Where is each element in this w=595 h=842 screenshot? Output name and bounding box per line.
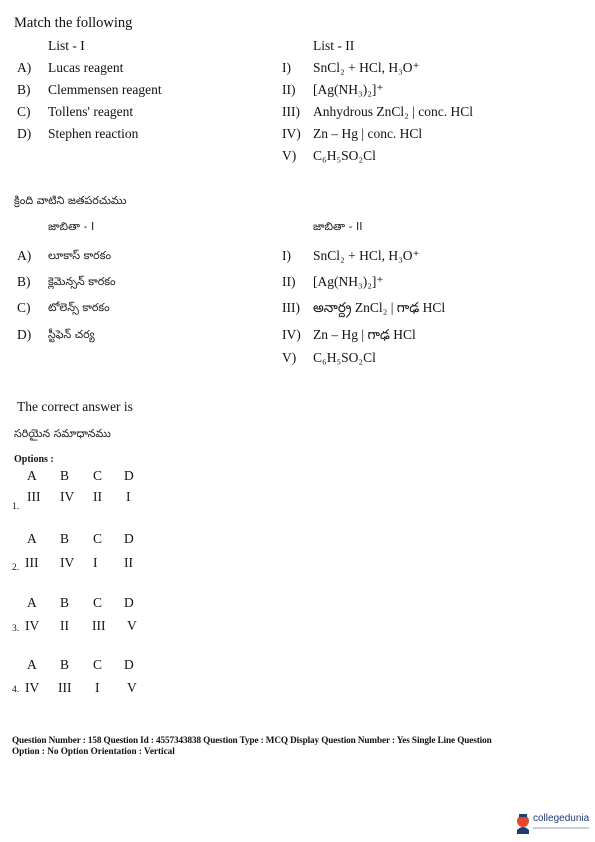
list1-key: D) (17, 126, 32, 141)
list1-key: C) (17, 104, 31, 119)
list1-item: Tollens' reagent (48, 104, 134, 119)
telugu-heading: క్రింది వాటిని జతపరచుము (14, 194, 127, 207)
answer-prompt: The correct answer is (17, 399, 133, 414)
list2-key: V) (282, 148, 297, 163)
option-value: V (127, 680, 137, 695)
option-header: C (93, 595, 103, 610)
option-header: D (124, 657, 134, 672)
telugu-list2-item: C₆H₅SO₂Cl (313, 350, 376, 365)
list2-key: II) (282, 82, 296, 97)
option-header: A (27, 531, 37, 546)
list2-item: Anhydrous ZnCl₂ | conc. HCl (313, 104, 474, 119)
option-value: III (92, 618, 106, 633)
list1-item: Lucas reagent (48, 60, 124, 75)
option-value: I (95, 680, 100, 695)
option-header: C (93, 468, 103, 483)
option-value: IV (60, 489, 75, 504)
option-value: II (93, 489, 102, 504)
telugu-list2-key: V) (282, 350, 297, 365)
telugu-list2-key: I) (282, 248, 291, 263)
option-number: 3. (12, 624, 20, 634)
telugu-list2-key: III) (282, 300, 300, 315)
option-header: B (60, 595, 70, 610)
option-value: I (93, 555, 98, 570)
option-header: A (27, 595, 37, 610)
option-header: D (124, 468, 134, 483)
list1-key: A) (17, 60, 32, 75)
list2-item: Zn – Hg | conc. HCl (313, 126, 423, 141)
telugu-list1-item: టోలెన్స్ కారకం (48, 301, 110, 314)
logo-text: collegedunia (533, 813, 590, 824)
question-heading: Match the following (14, 15, 133, 31)
option-value: V (127, 618, 137, 633)
option-header: D (124, 595, 134, 610)
option-value: IV (25, 618, 40, 633)
logo-tagline-bar (533, 827, 589, 829)
option-value: III (58, 680, 72, 695)
option-header: C (93, 531, 103, 546)
telugu-list2-key: IV) (282, 327, 301, 342)
telugu-list2-key: II) (282, 274, 296, 289)
options-label: Options : (14, 454, 54, 465)
option-header: A (27, 657, 37, 672)
list2-item: [Ag(NH₃)₂]⁺ (313, 82, 384, 97)
telugu-list1-key: D) (17, 327, 32, 342)
telugu-answer-prompt: సరియైన సమాధానము (14, 427, 111, 440)
telugu-list2-item: SnCl₂ + HCl, H₃O⁺ (313, 248, 420, 263)
option-header: C (93, 657, 103, 672)
telugu-list2-item: Zn – Hg | గాఢ HCl (313, 327, 416, 342)
list1-item: Stephen reaction (48, 126, 139, 141)
telugu-list1-key: A) (17, 248, 32, 263)
list1-item: Clemmensen reagent (48, 82, 162, 97)
collegedunia-logo (514, 810, 594, 836)
option-value: IV (60, 555, 75, 570)
option-header: B (60, 531, 70, 546)
list1-title: List - I (48, 38, 85, 53)
option-value: III (25, 555, 39, 570)
option-number: 2. (12, 563, 20, 573)
option-number: 1. (12, 502, 20, 512)
option-header: B (60, 468, 70, 483)
option-header: B (60, 657, 70, 672)
telugu-list2-title: జాబితా - II (313, 220, 363, 233)
option-value: I (126, 489, 131, 504)
list2-key: III) (282, 104, 300, 119)
option-header: A (27, 468, 37, 483)
telugu-list1-item: క్లెమెన్సన్ కారకం (48, 275, 116, 288)
telugu-list1-key: B) (17, 274, 31, 289)
option-value: II (124, 555, 133, 570)
list2-title: List - II (313, 38, 355, 53)
question-meta-line-1: Question Number : 158 Question Id : 4557343838 Question Type : MCQ Display Question Number : Yes Single Line Question (12, 735, 492, 745)
option-number: 4. (12, 685, 20, 695)
option-value: IV (25, 680, 40, 695)
telugu-list1-item: లూకాస్ కారకం (48, 249, 112, 262)
option-header: D (124, 531, 134, 546)
option-value: II (60, 618, 69, 633)
list2-key: IV) (282, 126, 301, 141)
list2-key: I) (282, 60, 291, 75)
telugu-list1-title: జాబితా - I (48, 220, 95, 233)
list1-key: B) (17, 82, 31, 97)
telugu-list2-item: అనార్ద్ర ZnCl₂ | గాఢ HCl (313, 300, 446, 315)
question-meta-line-2: Option : No Option Orientation : Vertical (12, 746, 175, 756)
list2-item: C₆H₅SO₂Cl (313, 148, 376, 163)
telugu-list2-item: [Ag(NH₃)₂]⁺ (313, 274, 384, 289)
telugu-list1-key: C) (17, 300, 31, 315)
telugu-list1-item: స్టీఫెన్ చర్య (48, 328, 95, 341)
list2-item: SnCl₂ + HCl, H₃O⁺ (313, 60, 420, 75)
option-value: III (27, 489, 41, 504)
